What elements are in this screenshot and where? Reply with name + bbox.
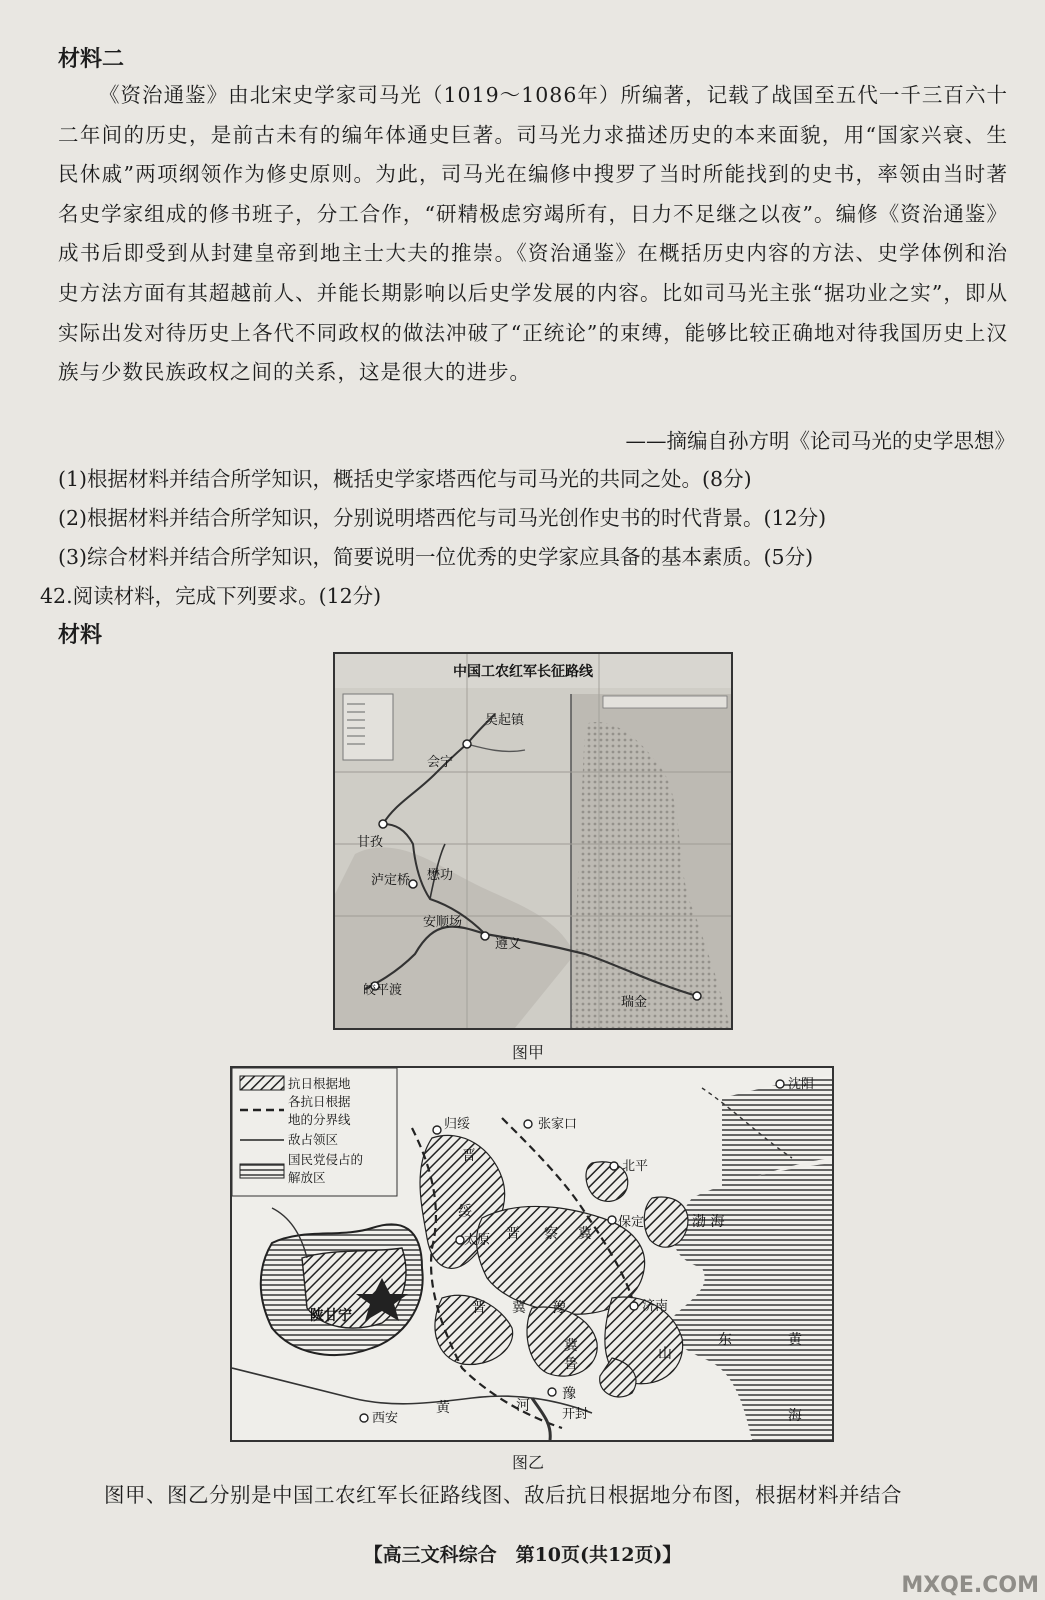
label-jin-3: 晋: [472, 1300, 486, 1316]
section2-heading: 材料二: [58, 46, 125, 72]
label-sui: 绥: [458, 1204, 472, 1220]
taiyuan-marker: [456, 1236, 464, 1244]
label-lu: 鲁: [564, 1356, 578, 1372]
label-ji-1: 冀: [578, 1226, 592, 1242]
site-watermark: MXQE.COM: [901, 1573, 1039, 1598]
label-ji-2: 冀: [512, 1300, 526, 1316]
fig-jia-caption: 图甲: [512, 1043, 545, 1062]
question-3: (3)综合材料并结合所学知识，简要说明一位优秀的史学家应具备的基本素质。(5分): [58, 545, 814, 569]
ganzi-marker: [379, 820, 387, 828]
zunyi-marker: [481, 932, 489, 940]
label-jin-2: 晋: [506, 1226, 520, 1242]
label-ruijin: 瑞金: [621, 995, 648, 1010]
label-taiyuan: 太原: [464, 1233, 491, 1248]
zhangjiakou-marker: [524, 1120, 532, 1128]
label-yu-2: 豫: [562, 1386, 576, 1402]
beiping-marker: [610, 1162, 618, 1170]
legend-base-area: 抗日根据地: [288, 1076, 351, 1091]
label-shanganning: 陕甘宁: [310, 1308, 352, 1324]
label-dong: 东: [718, 1332, 732, 1348]
label-beiping: 北平: [622, 1159, 649, 1174]
legend-occupied: 敌占领区: [288, 1132, 339, 1147]
label-zhangjiakou: 张家口: [538, 1117, 578, 1132]
question-1: (1)根据材料并结合所学知识，概括史学家塔西佗与司马光的共同之处。(8分): [58, 467, 752, 491]
legend-boundary-1: 各抗日根据: [288, 1094, 351, 1109]
long-march-map-svg: [335, 654, 731, 1028]
legend-boundary-2: 地的分界线: [288, 1112, 351, 1127]
legend-kmt-2: 解放区: [288, 1170, 326, 1185]
label-ganzi: 甘孜: [357, 835, 384, 850]
label-zunyi: 遵义: [495, 937, 522, 952]
xian-marker: [360, 1414, 368, 1422]
label-ji-3: 冀: [564, 1338, 578, 1354]
label-jiaopingdu: 皎平渡: [363, 983, 403, 998]
long-march-map-title: 中国工农红军长征路线: [453, 664, 593, 680]
fig-yi-caption: 图乙: [512, 1453, 545, 1472]
yu-marker: [548, 1388, 556, 1396]
label-luding: 泸定桥: [371, 873, 411, 888]
label-yu-1: 豫: [552, 1300, 566, 1316]
label-hai: 海: [788, 1408, 802, 1424]
label-wuqizhen: 吴起镇: [485, 713, 525, 728]
label-baoding: 保定: [618, 1215, 645, 1230]
section2-source: ——摘编自孙方明《论司马光的史学思想》: [625, 429, 1015, 453]
label-guisui: 归绥: [444, 1117, 471, 1132]
label-small: 懋功: [427, 868, 454, 883]
base-areas-map: [230, 1066, 834, 1442]
long-march-map: [333, 652, 733, 1030]
label-huang-1: 黄: [788, 1332, 802, 1348]
question-2: (2)根据材料并结合所学知识，分别说明塔西佗与司马光创作史书的时代背景。(12分): [58, 506, 827, 530]
label-jinan: 济南: [642, 1299, 669, 1314]
label-huang-2: 黄: [436, 1400, 450, 1416]
jinan-marker: [630, 1302, 638, 1310]
section2-paragraph: 《资治通鉴》由北宋史学家司马光（1019～1086年）所编著，记载了战国至五代一千三百六十二年间的历史，是前古未有的编年体通史巨著。司马光力求描述历史的本来面貌，用“国家兴衰、生民休戚”两项纲领作为修史原则。为此，司马光在编修中搜罗了当时所能找到的史书，率领由当时著名史学家组成的修书班子，分工合作，“研精极虑穷竭所有，日力不足继之以夜”。编修《资治通鉴》成书后即受到从封建皇帝到地主士大夫的推崇。《资治通鉴》在概括历史内容的方法、史学体例和治史方法方面有其超越前人、并能长期影响以后史学发展的内容。比如司马光主张“据功业之实”，即从实际出发对待历史上各代不同政权的做法冲破了“正统论”的束缚，能够比较正确地对待我国历史上汉族与少数民族政权之间的关系，这是很大的进步。: [58, 83, 1008, 385]
label-kaifeng: 开封: [562, 1407, 589, 1422]
guisui-marker: [433, 1126, 441, 1134]
q42-material-heading: 材料: [58, 622, 103, 648]
label-cha: 察: [544, 1226, 558, 1242]
label-xian: 西安: [372, 1411, 399, 1426]
label-shan: 山: [658, 1346, 672, 1362]
legend-kmt-1: 国民党侵占的: [288, 1152, 364, 1167]
question-42: 42.阅读材料，完成下列要求。(12分): [40, 584, 382, 608]
huining-marker: [463, 740, 471, 748]
label-bohai: 渤 海: [692, 1214, 725, 1230]
label-huining: 会宁: [427, 755, 454, 770]
base-areas-map-svg: [232, 1068, 832, 1440]
label-jin-1: 晋: [462, 1148, 476, 1164]
label-anshunchang: 安顺场: [423, 915, 463, 930]
label-shenyang: 沈阳: [788, 1077, 815, 1092]
luding-marker: [409, 880, 417, 888]
baoding-marker: [608, 1216, 616, 1224]
q42-prompt: 图甲、图乙分别是中国工农红军长征路线图、敌后抗日根据地分布图，根据材料并结合: [104, 1483, 902, 1507]
shenyang-marker: [776, 1080, 784, 1088]
page-footer: 【高三文科综合 第10页(共12页)】: [363, 1544, 682, 1566]
label-he: 河: [516, 1398, 530, 1414]
ruijin-marker: [693, 992, 701, 1000]
